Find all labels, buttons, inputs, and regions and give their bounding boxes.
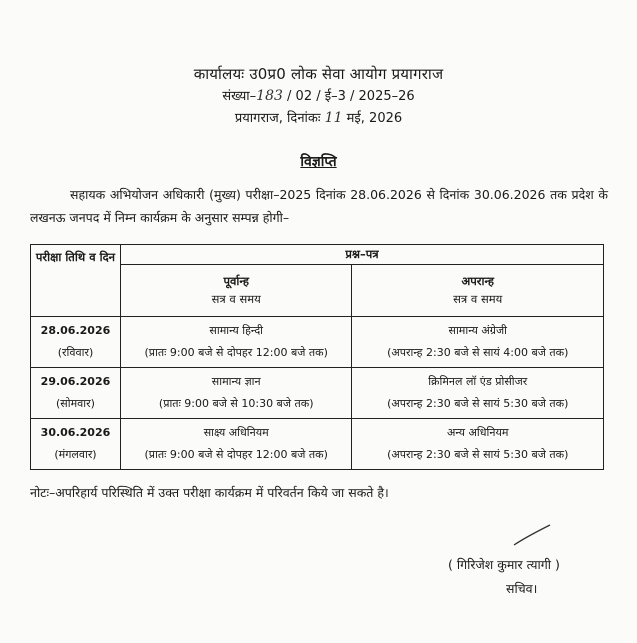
afternoon-header-label: अपरान्ह bbox=[461, 274, 495, 288]
afternoon-subject: क्रिमिनल लॉ एंड प्रोसीजर bbox=[428, 375, 528, 388]
date-handwritten: 11 bbox=[324, 110, 343, 126]
exam-day: (मंगलवार) bbox=[54, 448, 97, 461]
morning-header-sub: सत्र व समय bbox=[211, 292, 261, 306]
afternoon-time: (अपरान्ह 2:30 बजे से सायं 4:00 बजे तक) bbox=[387, 346, 569, 359]
intro-paragraph: सहायक अभियोजन अधिकारी (मुख्य) परीक्षा–2025 दिनांक 28.06.2026 से दिनांक 30.06.2026 तक प्रदेश के लखनऊ जनपद में निम्न कार्यक्रम के अनुसार सम्पन्न होगी– bbox=[30, 187, 608, 225]
morning-paper-cell bbox=[120, 317, 352, 368]
morning-time: (प्रातः 9:00 बजे से दोपहर 12:00 बजे तक) bbox=[144, 448, 328, 461]
note-text: नोटः–अपरिहार्य परिस्थिति में उक्त परीक्षा कार्यक्रम में परिवर्तन किये जा सकते है। bbox=[30, 485, 389, 500]
exam-date-cell bbox=[31, 368, 121, 419]
paper-column-header: प्रश्न–पत्र bbox=[120, 245, 603, 265]
table-row bbox=[31, 368, 604, 419]
morning-time: (प्रातः 9:00 बजे से 10:30 बजे तक) bbox=[158, 397, 314, 410]
afternoon-header-sub: सत्र व समय bbox=[453, 292, 503, 306]
reference-number bbox=[0, 86, 637, 104]
office-heading: कार्यालयः उ0प्र0 लोक सेवा आयोग प्रयागराज bbox=[193, 65, 444, 83]
afternoon-session-header bbox=[352, 265, 604, 317]
morning-time: (प्रातः 9:00 बजे से दोपहर 12:00 बजे तक) bbox=[144, 346, 328, 359]
afternoon-paper-cell bbox=[352, 317, 604, 368]
exam-date: 28.06.2026 bbox=[40, 324, 111, 337]
exam-day: (सोमवार) bbox=[56, 397, 95, 410]
table-header-row bbox=[31, 245, 604, 265]
exam-date: 30.06.2026 bbox=[40, 426, 111, 439]
place-date-prefix: प्रयागराज, दिनांकः bbox=[234, 111, 321, 126]
morning-paper-cell bbox=[120, 419, 352, 470]
afternoon-subject: सामान्य अंग्रेजी bbox=[448, 324, 507, 337]
morning-subject: साक्ष्य अधिनियम bbox=[203, 426, 269, 439]
afternoon-paper-cell bbox=[352, 419, 604, 470]
place-date-suffix: मई, 2026 bbox=[346, 111, 403, 126]
exam-day: (रविवार) bbox=[57, 346, 94, 359]
reference-suffix: / 02 / ई–3 / 2025–26 bbox=[287, 89, 415, 104]
signature-stroke bbox=[512, 523, 552, 547]
place-date-line bbox=[0, 108, 637, 126]
table-row bbox=[31, 317, 604, 368]
exam-schedule-table bbox=[30, 244, 604, 470]
reference-handwritten-number: 183 bbox=[256, 88, 283, 104]
afternoon-time: (अपरान्ह 2:30 बजे से सायं 5:30 बजे तक) bbox=[387, 448, 569, 461]
morning-subject: सामान्य हिन्दी bbox=[209, 324, 264, 337]
table-row bbox=[31, 419, 604, 470]
exam-date-cell bbox=[31, 317, 121, 368]
exam-date: 29.06.2026 bbox=[40, 375, 111, 388]
reference-prefix: संख्या– bbox=[222, 89, 257, 104]
afternoon-subject: अन्य अधिनियम bbox=[447, 426, 509, 439]
signatory-designation: सचिव। bbox=[506, 581, 538, 596]
exam-date-cell bbox=[31, 419, 121, 470]
afternoon-paper-cell bbox=[352, 368, 604, 419]
morning-subject: सामान्य ज्ञान bbox=[211, 375, 261, 388]
notice-title: विज्ञप्ति bbox=[300, 154, 337, 170]
morning-session-header bbox=[120, 265, 352, 317]
morning-paper-cell bbox=[120, 368, 352, 419]
afternoon-time: (अपरान्ह 2:30 बजे से सायं 5:30 बजे तक) bbox=[387, 397, 569, 410]
morning-header-label: पूर्वान्ह bbox=[223, 274, 249, 288]
date-column-header: परीक्षा तिथि व दिन bbox=[31, 245, 121, 317]
signatory-name: ( गिरिजेश कुमार त्यागी ) bbox=[448, 557, 560, 572]
